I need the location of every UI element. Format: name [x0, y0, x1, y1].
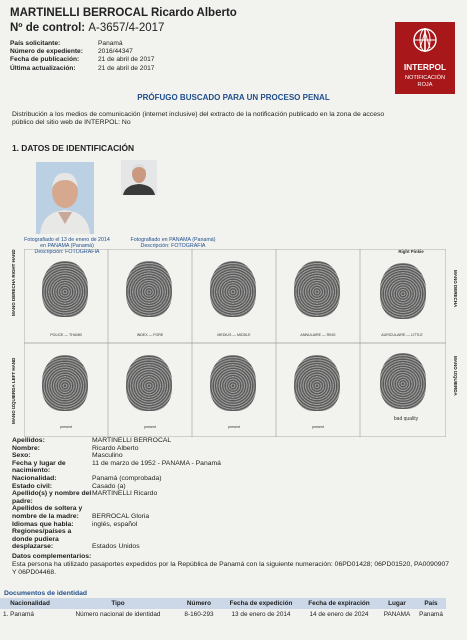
fingerprint-impression — [204, 351, 262, 419]
fingerprint-card — [24, 249, 446, 437]
finger-label: INDEX — FORE — [136, 333, 164, 337]
column-header: Lugar — [378, 598, 416, 609]
fingerprint-impression — [204, 257, 262, 325]
fingerprint-impression — [288, 351, 346, 419]
meta-value: 21 de abril de 2017 — [98, 56, 155, 64]
fingerprint-icon — [210, 261, 256, 317]
fingerprint-icon — [42, 355, 88, 411]
fingerprint-icon — [210, 355, 256, 411]
quality-note: bad quality — [393, 416, 419, 422]
column-header: Tipo — [60, 598, 176, 609]
corner-label: Right Pinkie — [398, 249, 424, 254]
fingerprint-impression — [374, 259, 432, 327]
detail-value: 11 de marzo de 1952 - PANAMA - Panamá — [92, 459, 221, 467]
column-header: Número — [176, 598, 222, 609]
detail-value: inglés, español — [92, 520, 138, 528]
fingerprint-impression — [36, 257, 94, 325]
finger-label: AURICULAIRE — LITTLE — [381, 333, 423, 337]
finger-label: POLICE — THUMB — [50, 333, 82, 337]
right-edge-label: MANO DERECHA — [453, 270, 458, 308]
documents-title: Documentos de identidad — [4, 590, 88, 597]
notice-title: PRÓFUGO BUSCADO PARA UN PROCESO PENAL — [137, 93, 330, 102]
fingerprint-icon — [294, 355, 340, 411]
logo-name: INTERPOL — [403, 62, 447, 72]
logo-subtitle — [395, 75, 455, 88]
fingerprint-impression — [120, 257, 178, 325]
complementary-text: Esta persona ha utilizado pasaportes expedidos por la República de Panamá con la siguiente numeración: 06PD01428; 06PD01520, PA0090907 Y 06PD04468. — [12, 561, 450, 577]
detail-label: Nombre: — [12, 444, 40, 452]
detail-label: Idiomas que habla: — [12, 520, 74, 528]
control-number — [10, 22, 164, 34]
finger-label: MEDIUS — MIDDLE — [217, 333, 251, 337]
meta-label: País solicitante: — [10, 40, 61, 47]
meta-value: Panamá — [98, 40, 123, 47]
detail-value: BERROCAL Gloria — [92, 512, 150, 520]
identity-documents-table — [0, 598, 446, 620]
control-value: A-3657/4-2017 — [88, 22, 165, 34]
fingerprint-icon — [294, 261, 340, 317]
logo-subtitle-line: NOTIFICACIÓN — [404, 75, 446, 81]
section-title: 1. DATOS DE IDENTIFICACIÓN — [12, 143, 135, 153]
table-cell: 13 de enero de 2014 — [231, 611, 291, 618]
detail-label: Apellidos: — [12, 437, 45, 444]
interpol-logo — [395, 22, 455, 94]
meta-value: 21 de abril de 2017 — [98, 64, 155, 72]
complementary-data — [12, 553, 452, 578]
detail-label: Apellido(s) y nombre del padre: — [12, 490, 92, 505]
right-hand-label: MANO DERECHA RIGHT HAND — [11, 249, 16, 316]
fingerprint-impression — [288, 257, 346, 325]
table-cell: 8-160-293 — [184, 611, 214, 618]
control-label: Nº de control: — [10, 22, 86, 34]
column-header: Fecha de expedición — [222, 598, 300, 609]
fingerprint-icon — [126, 355, 172, 411]
logo-subtitle-line: ROJA — [417, 81, 433, 88]
column-header: Fecha de expiración — [300, 598, 378, 609]
detail-label: Nacionalidad: — [12, 474, 57, 482]
table-cell: 14 de enero de 2024 — [309, 611, 369, 618]
detail-value: MARTINELLI BERROCAL — [92, 437, 172, 444]
detail-label: Regiones/países a donde pudiera desplazarse: — [12, 528, 72, 551]
finger-label: ANNULAIRE — RING — [300, 333, 336, 337]
detail-value: Panamá (comprobada) — [92, 474, 162, 482]
meta-value: 2016/44347 — [98, 48, 133, 56]
detail-label: Apellidos de soltera y nombre de la madre: — [12, 505, 83, 520]
fingerprint-impression — [374, 349, 432, 417]
fingerprint-icon — [126, 261, 172, 317]
meta-label: Fecha de publicación: — [10, 56, 80, 64]
fingerprint-icon — [380, 353, 426, 409]
meta-label: Número de expediente: — [10, 48, 83, 56]
notice-meta — [10, 40, 154, 73]
fingerprint-impression — [36, 351, 94, 419]
portrait-photo — [36, 162, 94, 234]
left-edge-label: MANO IZQUIERDA — [453, 356, 458, 396]
finger-status: present — [144, 425, 156, 429]
table-cell: Panamá — [419, 611, 443, 618]
table-row — [0, 609, 446, 620]
left-hand-label: MANO IZQUIERDA LEFT HAND — [11, 357, 16, 424]
finger-status: present — [228, 425, 240, 429]
caption-line: en PANAMA (Panamá) — [40, 243, 94, 250]
fingerprint-icon — [380, 263, 426, 319]
complementary-label: Datos complementarios: — [12, 553, 92, 560]
detail-label: Estado civil: — [12, 482, 53, 490]
detail-value: Casado (a) — [92, 482, 126, 490]
detail-value: Ricardo Alberto — [92, 444, 139, 452]
detail-value: Estados Unidos — [92, 543, 140, 551]
detail-value: MARTINELLI Ricardo — [92, 490, 158, 498]
detail-label: Fecha y lugar de nacimiento: — [12, 459, 66, 475]
column-header: Nacionalidad — [0, 598, 60, 609]
portrait-figure-icon — [121, 160, 157, 195]
portrait-photo — [121, 160, 157, 195]
finger-status: present — [60, 425, 72, 429]
fingerprint-icon — [42, 261, 88, 317]
identity-details — [12, 437, 221, 551]
table-cell: PANAMA — [383, 611, 411, 618]
caption-line: Fotografiado el 13 de enero de 2014 — [24, 237, 110, 243]
interpol-emblem-icon — [411, 26, 439, 54]
caption-line: Fotografiado en PANAMA (Panamá) — [130, 237, 216, 243]
photo-caption — [118, 237, 228, 249]
portrait-figure-icon — [36, 162, 94, 234]
person-name: MARTINELLI BERROCAL Ricardo Alberto — [10, 7, 237, 19]
table-cell: 1. Panamá — [3, 611, 34, 618]
caption-line: Descripción: FOTOGRAFIA — [34, 249, 100, 256]
meta-label: Última actualización: — [10, 64, 76, 72]
table-cell: Número nacional de identidad — [75, 611, 161, 618]
column-header: País — [416, 598, 446, 609]
finger-status: present — [312, 425, 324, 429]
table-header-row — [0, 598, 446, 609]
caption-line: Descripción: FOTOGRAFIA — [140, 243, 206, 250]
detail-label: Sexo: — [12, 452, 31, 460]
fingerprint-impression — [120, 351, 178, 419]
detail-value: Masculino — [92, 452, 123, 460]
distribution-note: Distribución a los medios de comunicación (internet inclusive) del extracto de la notificación publicado en la zona de acceso público del sitio web de INTERPOL: No — [12, 111, 385, 127]
